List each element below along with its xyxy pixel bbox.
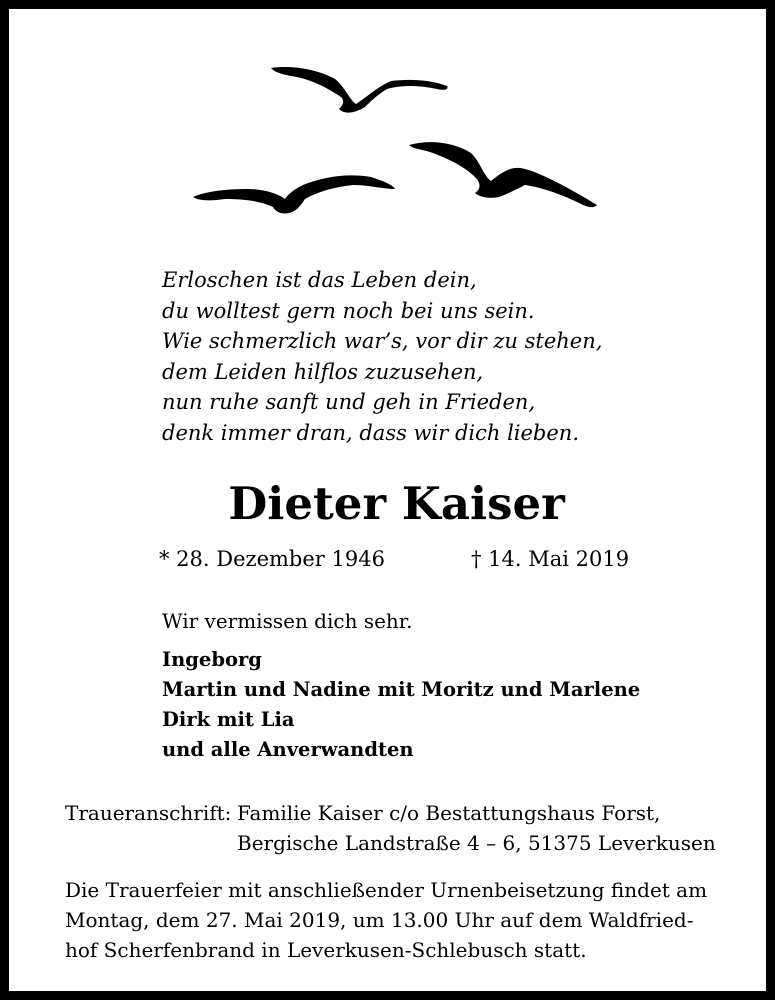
- poem-line: denk immer dran, dass wir dich lieben.: [162, 420, 580, 445]
- family-line: Martin und Nadine mit Moritz und Marlene: [162, 678, 641, 701]
- address-line: Familie Kaiser c/o Bestattungshaus Forst,: [237, 801, 661, 825]
- death-date: † 14. Mai 2019: [471, 547, 630, 571]
- ceremony-line: hof Scherfenbrand in Leverkusen-Schlebusch statt.: [65, 938, 587, 962]
- bird-icon: [271, 67, 448, 113]
- family-line: Dirk mit Lia: [162, 708, 295, 731]
- poem-line: Wie schmerzlich war’s, vor dir zu stehen,: [162, 329, 603, 353]
- poem-line: Erloschen ist das Leben dein,: [162, 268, 477, 292]
- poem-line: nun ruhe sanft und geh in Frieden,: [162, 390, 536, 414]
- birds-illustration: [179, 49, 619, 229]
- family-list: [162, 645, 640, 765]
- family-line: Ingeborg: [162, 648, 262, 671]
- deceased-name: Dieter Kaiser: [228, 477, 565, 530]
- birth-date: * 28. Dezember 1946: [159, 547, 385, 571]
- address-line: Bergische Landstraße 4 – 6, 51375 Leverkusen: [237, 831, 716, 855]
- ceremony-text: [65, 875, 735, 965]
- ceremony-line: Montag, dem 27. Mai 2019, um 13.00 Uhr auf dem Waldfried-: [65, 908, 694, 932]
- poem-line: du wolltest gern noch bei uns sein.: [162, 298, 535, 323]
- poem-line: dem Leiden hilflos zuzusehen,: [162, 359, 484, 384]
- bird-icon: [193, 175, 395, 213]
- address-label: Traueranschrift:: [65, 801, 232, 825]
- family-line: und alle Anverwandten: [162, 738, 414, 761]
- miss-line: Wir vermissen dich sehr.: [162, 609, 413, 633]
- bird-icon: [409, 142, 597, 207]
- ceremony-line: Die Trauerfeier mit anschließender Urnenbeisetzung findet am: [65, 878, 708, 902]
- poem: [162, 265, 602, 448]
